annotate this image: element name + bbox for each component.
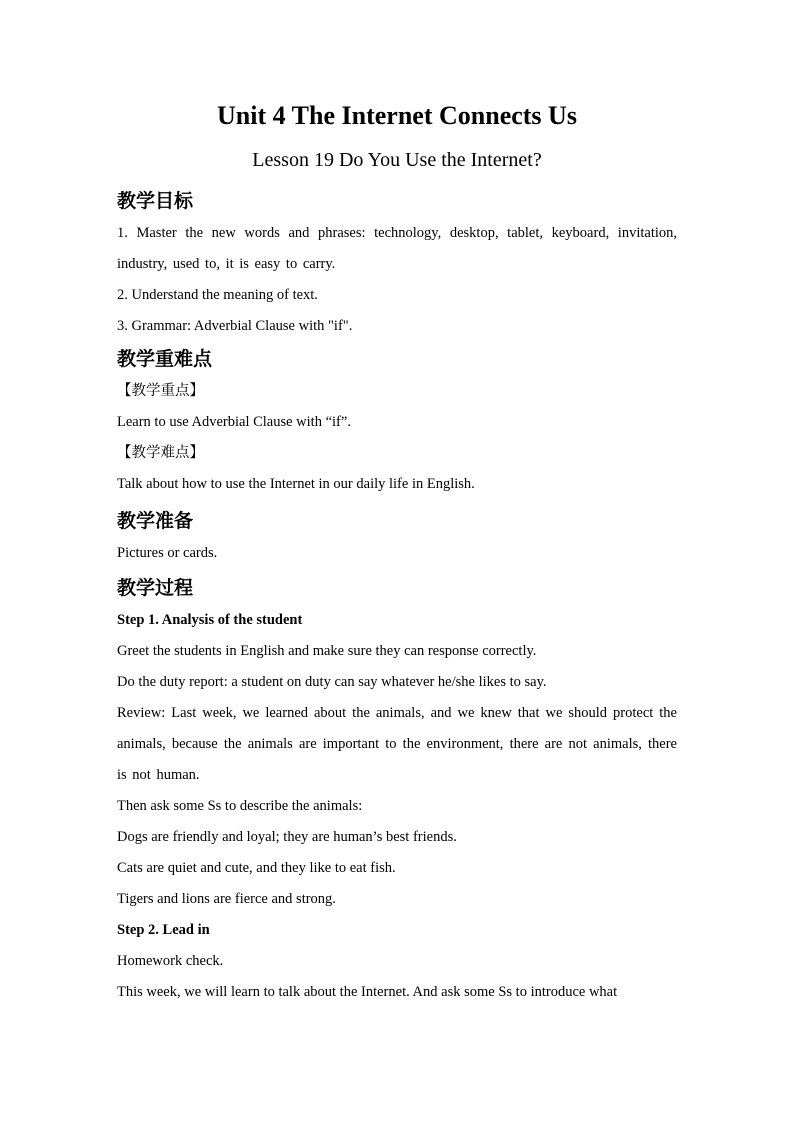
- key-point-text: Learn to use Adverbial Clause with “if”.: [117, 414, 351, 430]
- document-title: Unit 4 The Internet Connects Us: [217, 101, 577, 130]
- objective-item: 3. Grammar: Adverbial Clause with "if".: [117, 318, 353, 334]
- objectives-heading: 教学目标: [117, 190, 194, 212]
- objective-item: 2. Understand the meaning of text.: [117, 287, 318, 303]
- process-heading: 教学过程: [117, 577, 194, 599]
- step1-line: Tigers and lions are fierce and strong.: [117, 891, 336, 907]
- step1-line: Review: Last week, we learned about the animals, and we knew that we should protect the animals, because the animals are important to the environment, there are not animals, there is not human.: [117, 705, 677, 783]
- step2-title: Step 2. Lead in: [117, 922, 210, 938]
- difficult-point-label: 【教学难点】: [117, 445, 204, 461]
- preparation-text: Pictures or cards.: [117, 545, 218, 561]
- key-point-label: 【教学重点】: [117, 383, 204, 399]
- step2-line: This week, we will learn to talk about the Internet. And ask some Ss to introduce what: [117, 984, 618, 1000]
- preparation-heading: 教学准备: [117, 510, 194, 532]
- document-body: [117, 186, 677, 1008]
- lesson-subtitle: Lesson 19 Do You Use the Internet?: [252, 149, 542, 171]
- step1-line: Greet the students in English and make sure they can response correctly.: [117, 643, 537, 659]
- difficult-point-text: Talk about how to use the Internet in our daily life in English.: [117, 476, 475, 492]
- objective-item: 1. Master the new words and phrases: technology, desktop, tablet, keyboard, invitation, industry, used to, it is easy to carry.: [117, 225, 677, 272]
- step2-line: Homework check.: [117, 953, 224, 969]
- key-points-heading: 教学重难点: [117, 348, 213, 370]
- step1-line: Then ask some Ss to describe the animals:: [117, 798, 363, 814]
- step1-line: Do the duty report: a student on duty can say whatever he/she likes to say.: [117, 674, 547, 690]
- step1-title: Step 1. Analysis of the student: [117, 612, 303, 628]
- step1-line: Dogs are friendly and loyal; they are human’s best friends.: [117, 829, 457, 845]
- step1-line: Cats are quiet and cute, and they like to eat fish.: [117, 860, 396, 876]
